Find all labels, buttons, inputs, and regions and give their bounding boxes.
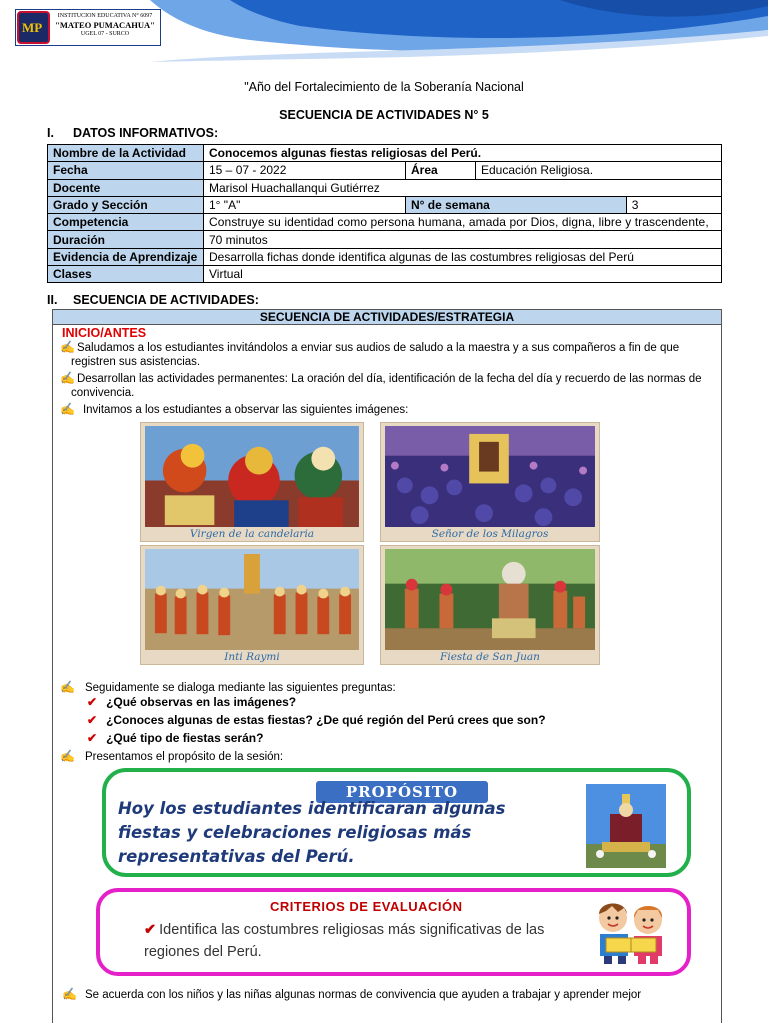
school-line-3: UGEL 07 - SURCO bbox=[80, 31, 130, 37]
year-title: "Año del Fortalecimiento de la Soberanía Nacional bbox=[244, 80, 524, 94]
info-label: Competencia bbox=[48, 214, 204, 231]
writing-hand-icon: ✍ bbox=[60, 680, 75, 694]
criterios-title: CRITERIOS DE EVALUACIÓN bbox=[270, 899, 463, 914]
info-label: Nombre de la Actividad bbox=[48, 145, 204, 162]
religious-statue-image bbox=[586, 784, 666, 868]
activity-paragraph: ✍ Desarrollan las actividades permanentes: La oración del día, identificación de la fecha del día y recuerdo de las normas de bbox=[60, 371, 702, 385]
writing-hand-icon: ✍ bbox=[60, 371, 75, 385]
school-name-block bbox=[52, 12, 158, 39]
check-icon: ✔ bbox=[87, 713, 98, 727]
check-icon: ✔ bbox=[87, 731, 98, 745]
writing-hand-icon: ✍ bbox=[60, 749, 75, 763]
info-label: Evidencia de Aprendizaje bbox=[48, 248, 204, 265]
photo-caption: Señor de los Milagros bbox=[381, 527, 599, 541]
info-label: Área bbox=[406, 162, 476, 179]
proposito-badge: PROPÓSITO bbox=[316, 781, 488, 803]
list-item: ✔ ¿Qué observas en las imágenes? bbox=[87, 695, 297, 709]
info-label: Fecha bbox=[48, 162, 204, 179]
activity-paragraph-cont: registren sus asistencias. bbox=[71, 356, 201, 368]
info-label: N° de semana bbox=[406, 196, 627, 213]
info-value: 1° "A" bbox=[204, 196, 406, 213]
table-row bbox=[48, 266, 722, 283]
list-item: ✔ ¿Qué tipo de fiestas serán? bbox=[87, 731, 264, 745]
table-row bbox=[48, 214, 722, 231]
section-heading-secuencia: II. SECUENCIA DE ACTIVIDADES: bbox=[47, 293, 259, 307]
info-value: Construye su identidad como persona humana, amada por Dios, digna, libre y trascendente, bbox=[204, 214, 722, 231]
writing-hand-icon: ✍ bbox=[60, 340, 75, 354]
writing-hand-icon: ✍ bbox=[62, 987, 77, 1001]
info-value: 70 minutos bbox=[204, 231, 722, 248]
writing-hand-icon: ✍ bbox=[60, 402, 75, 416]
info-label: Docente bbox=[48, 179, 204, 196]
procession-image bbox=[385, 426, 595, 528]
info-value: 3 bbox=[626, 196, 721, 213]
sequence-title: SECUENCIA DE ACTIVIDADES N° 5 bbox=[279, 108, 489, 122]
info-value: Marisol Huachallanqui Gutiérrez bbox=[204, 179, 722, 196]
info-value: Educación Religiosa. bbox=[476, 162, 722, 179]
info-value: Desarrolla fichas donde identifica algunas de las costumbres religiosas del Perú bbox=[204, 248, 722, 265]
info-value: Virtual bbox=[204, 266, 722, 283]
activity-paragraph: ✍ Invitamos a los estudiantes a observar las siguientes imágenes: bbox=[60, 402, 409, 416]
activity-paragraph-cont: convivencia. bbox=[71, 387, 135, 399]
ceremony-image bbox=[145, 549, 359, 651]
list-item: ✔ ¿Conoces algunas de estas fiestas? ¿De qué región del Perú crees que son? bbox=[87, 713, 546, 727]
table-row bbox=[48, 248, 722, 265]
page-header bbox=[0, 0, 768, 62]
proposito-text: Hoy los estudiantes identificaran algunas fiestas y celebraciones religiosas más representativas del Perú. bbox=[118, 799, 506, 866]
photo-inti-raymi bbox=[140, 545, 364, 665]
check-icon: ✔ bbox=[144, 922, 157, 938]
table-row bbox=[48, 231, 722, 248]
table-row bbox=[48, 179, 722, 196]
photo-senor-milagros bbox=[380, 422, 600, 542]
school-line-2: "MATEO PUMACAHUA" bbox=[55, 20, 155, 30]
kids-reading-illustration bbox=[588, 898, 674, 966]
photo-virgen-candelaria bbox=[140, 422, 364, 542]
activity-paragraph: ✍ Seguidamente se dialoga mediante las siguientes preguntas: bbox=[60, 680, 396, 694]
school-line-1: INSTITUCION EDUCATIVA N° 6097 bbox=[57, 13, 153, 19]
info-table bbox=[47, 144, 722, 283]
check-icon: ✔ bbox=[87, 695, 98, 709]
section-heading-datos: I. DATOS INFORMATIVOS: bbox=[47, 126, 219, 140]
inicio-heading: INICIO/ANTES bbox=[62, 326, 147, 340]
table-row bbox=[48, 162, 722, 179]
info-value: Conocemos algunas fiestas religiosas del Perú. bbox=[204, 145, 722, 162]
festival-dancers-image bbox=[145, 426, 359, 528]
photo-caption: Fiesta de San Juan bbox=[381, 650, 599, 664]
activity-paragraph: ✍ Presentamos el propósito de la sesión: bbox=[60, 749, 284, 763]
table-row bbox=[48, 145, 722, 162]
table-row bbox=[48, 196, 722, 213]
info-value: 15 – 07 - 2022 bbox=[204, 162, 406, 179]
info-label: Clases bbox=[48, 266, 204, 283]
jungle-dance-image bbox=[385, 549, 595, 651]
info-label: Grado y Sección bbox=[48, 196, 204, 213]
school-crest-icon: MP bbox=[17, 11, 50, 44]
criterio-item: ✔ Identifica las costumbres religiosas más significativas de las regiones del Perú. bbox=[144, 922, 545, 960]
activity-paragraph: ✍ Se acuerda con los niños y las niñas algunas normas de convivencia que ayuden a trabajar y aprender mejor bbox=[62, 987, 642, 1001]
activity-paragraph: ✍ Saludamos a los estudiantes invitándolos a enviar sus audios de saludo a la maestra y a sus compañeros a fin de que bbox=[60, 340, 680, 354]
photo-caption: Virgen de la candelaria bbox=[141, 527, 363, 541]
info-label: Duración bbox=[48, 231, 204, 248]
activities-header: SECUENCIA DE ACTIVIDADES/ESTRATEGIA bbox=[53, 310, 721, 325]
photo-caption: Inti Raymi bbox=[141, 650, 363, 664]
photo-fiesta-san-juan bbox=[380, 545, 600, 665]
